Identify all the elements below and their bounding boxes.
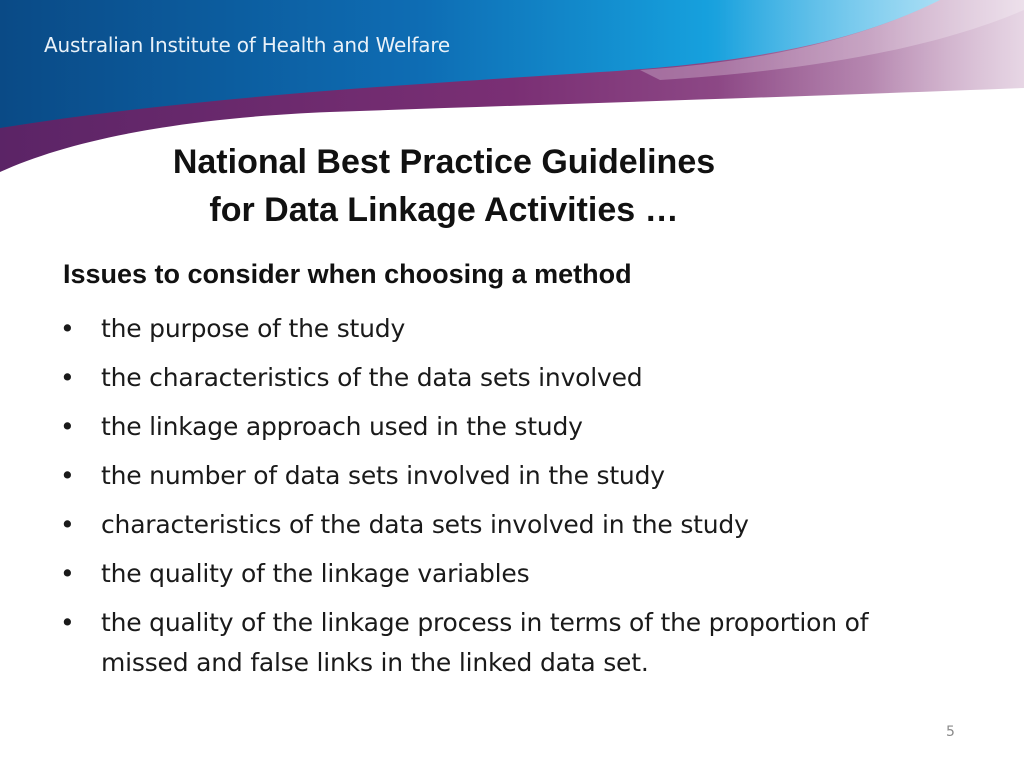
bullet-text: the number of data sets involved in the study [101, 461, 665, 490]
bullet-item [60, 603, 960, 683]
slide-title-line-1: National Best Practice Guidelines [172, 143, 716, 181]
bullet-icon: • [60, 363, 75, 392]
bullet-item [60, 456, 960, 496]
bullet-item [60, 554, 960, 594]
bullet-text: the quality of the linkage process in terms of the proportion of missed and false links in the linked data set. [101, 608, 869, 677]
bullet-item [60, 407, 960, 447]
bullet-icon: • [60, 314, 75, 343]
slide-title-line-2: for Data Linkage Activities … [209, 191, 679, 229]
bullet-item [60, 358, 960, 398]
bullet-item [60, 505, 960, 545]
bullet-text: the characteristics of the data sets involved [101, 363, 643, 392]
bullet-list [60, 309, 960, 692]
bullet-icon: • [60, 412, 75, 441]
organization-name: Australian Institute of Health and Welfare [44, 33, 451, 57]
page-number: 5 [946, 724, 955, 740]
slide-title [0, 138, 888, 234]
bullet-icon: • [60, 608, 75, 637]
bullet-icon: • [60, 510, 75, 539]
bullet-text: the linkage approach used in the study [101, 412, 583, 441]
bullet-text: the purpose of the study [101, 314, 406, 343]
bullet-icon: • [60, 559, 75, 588]
bullet-text: the quality of the linkage variables [101, 559, 530, 588]
bullet-item [60, 309, 960, 349]
bullet-text: characteristics of the data sets involved in the study [101, 510, 749, 539]
section-subheading: Issues to consider when choosing a method [63, 259, 632, 289]
bullet-icon: • [60, 461, 75, 490]
